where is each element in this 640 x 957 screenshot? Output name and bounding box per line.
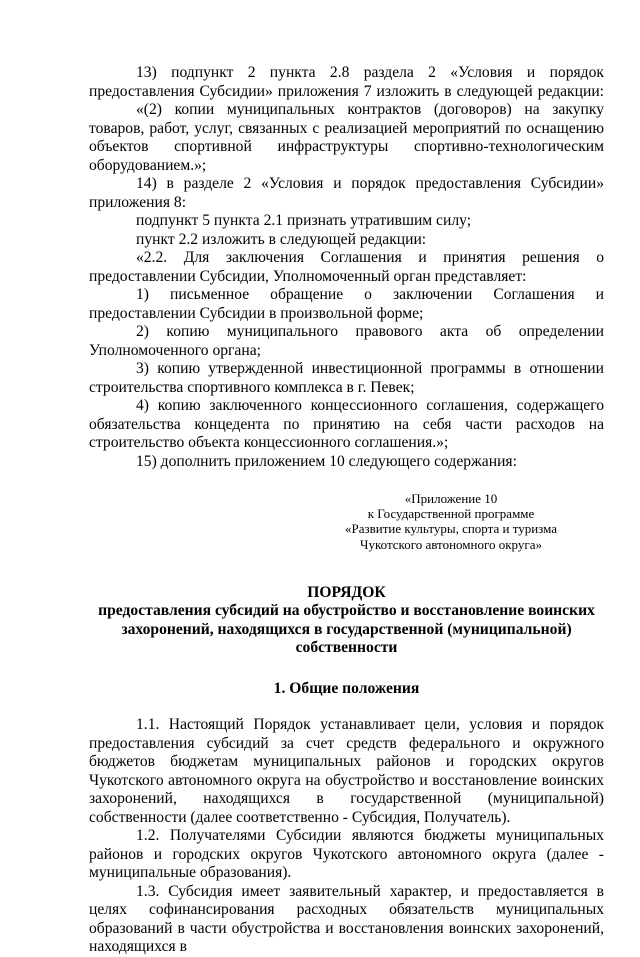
paragraph-13-quote: «(2) копии муниципальных контрактов (договоров) на закупку товаров, работ, услуг, связанных с реализацией мероприятий по оснащению объектов спортивной инфраструктуры спортивно-технологическим оборудованием.»;: [89, 101, 604, 174]
paragraph-2-2: «2.2. Для заключения Соглашения и принятия решения о предоставлении Субсидии, Уполномоченный орган представляет:: [89, 249, 604, 285]
appendix-line-2: к Государственной программе: [367, 506, 535, 522]
section-body: [89, 716, 604, 957]
paragraph-13: 13) подпункт 2 пункта 2.8 раздела 2 «Условия и порядок предоставления Субсидии» приложения 7 изложить в следующей редакции:: [89, 64, 604, 100]
appendix-line-1: «Приложение 10: [404, 491, 498, 506]
title-line-1: предоставления субсидий на обустройство и восстановление воинских: [98, 602, 595, 620]
appendix-line-3: «Развитие культуры, спорта и туризма: [344, 521, 558, 537]
paragraph-item-3: 3) копию утвержденной инвестиционной программы в отношении строительства спортивного комплекса в г. Певек;: [89, 360, 604, 396]
paragraph-1-2: 1.2. Получателями Субсидии являются бюджеты муниципальных районов и городских округов Чукотского автономного округа (далее - муниципальные образования).: [89, 827, 604, 882]
appendix-line-4: Чукотского автономного округа»: [360, 536, 542, 552]
paragraph-item-2: 2) копию муниципального правового акта об определении Уполномоченного органа;: [89, 323, 604, 359]
title-line-3: собственности: [295, 639, 398, 657]
paragraph-item-1: 1) письменное обращение о заключении Соглашения и предоставлении Субсидии в произвольной форме;: [89, 286, 604, 322]
paragraph-14-p22: пункт 2.2 изложить в следующей редакции:: [136, 230, 427, 248]
title-main: ПОРЯДОК: [307, 583, 386, 601]
section-heading: 1. Общие положения: [273, 679, 420, 697]
paragraph-15: 15) дополнить приложением 10 следующего содержания:: [136, 452, 517, 470]
title-line-2: захоронений, находящихся в государственной (муниципальной): [121, 620, 572, 638]
paragraph-item-4: 4) копию заключенного концессионного соглашения, содержащего обязательства концедента по принятию на себя части расходов на строительство объекта концессионного соглашения.»;: [89, 397, 604, 451]
paragraph-1-1: 1.1. Настоящий Порядок устанавливает цели, условия и порядок предоставления субсидий за счет средств федерального и окружного бюджетов бюджетам муниципальных районов и городских округов Чукотского автономного округа на обустройство и восстановление воинских захоронений, находящихся в государственной (муниципальной) собственности (далее соответственно - Субсидия, Получатель).: [89, 716, 604, 826]
paragraph-14-sub5: подпункт 5 пункта 2.1 признать утратившим силу;: [136, 212, 472, 229]
paragraph-1-3: 1.3. Субсидия имеет заявительный характер, и предоставляется в целях софинансирования расходных обязательств муниципальных образований в части обустройства и восстановления воинских захоронений, находящихся в: [89, 882, 604, 956]
paragraph-14: 14) в разделе 2 «Условия и порядок предоставления Субсидии» приложения 8:: [89, 175, 604, 211]
document-title: [89, 584, 604, 658]
appendix-block: [315, 491, 587, 552]
